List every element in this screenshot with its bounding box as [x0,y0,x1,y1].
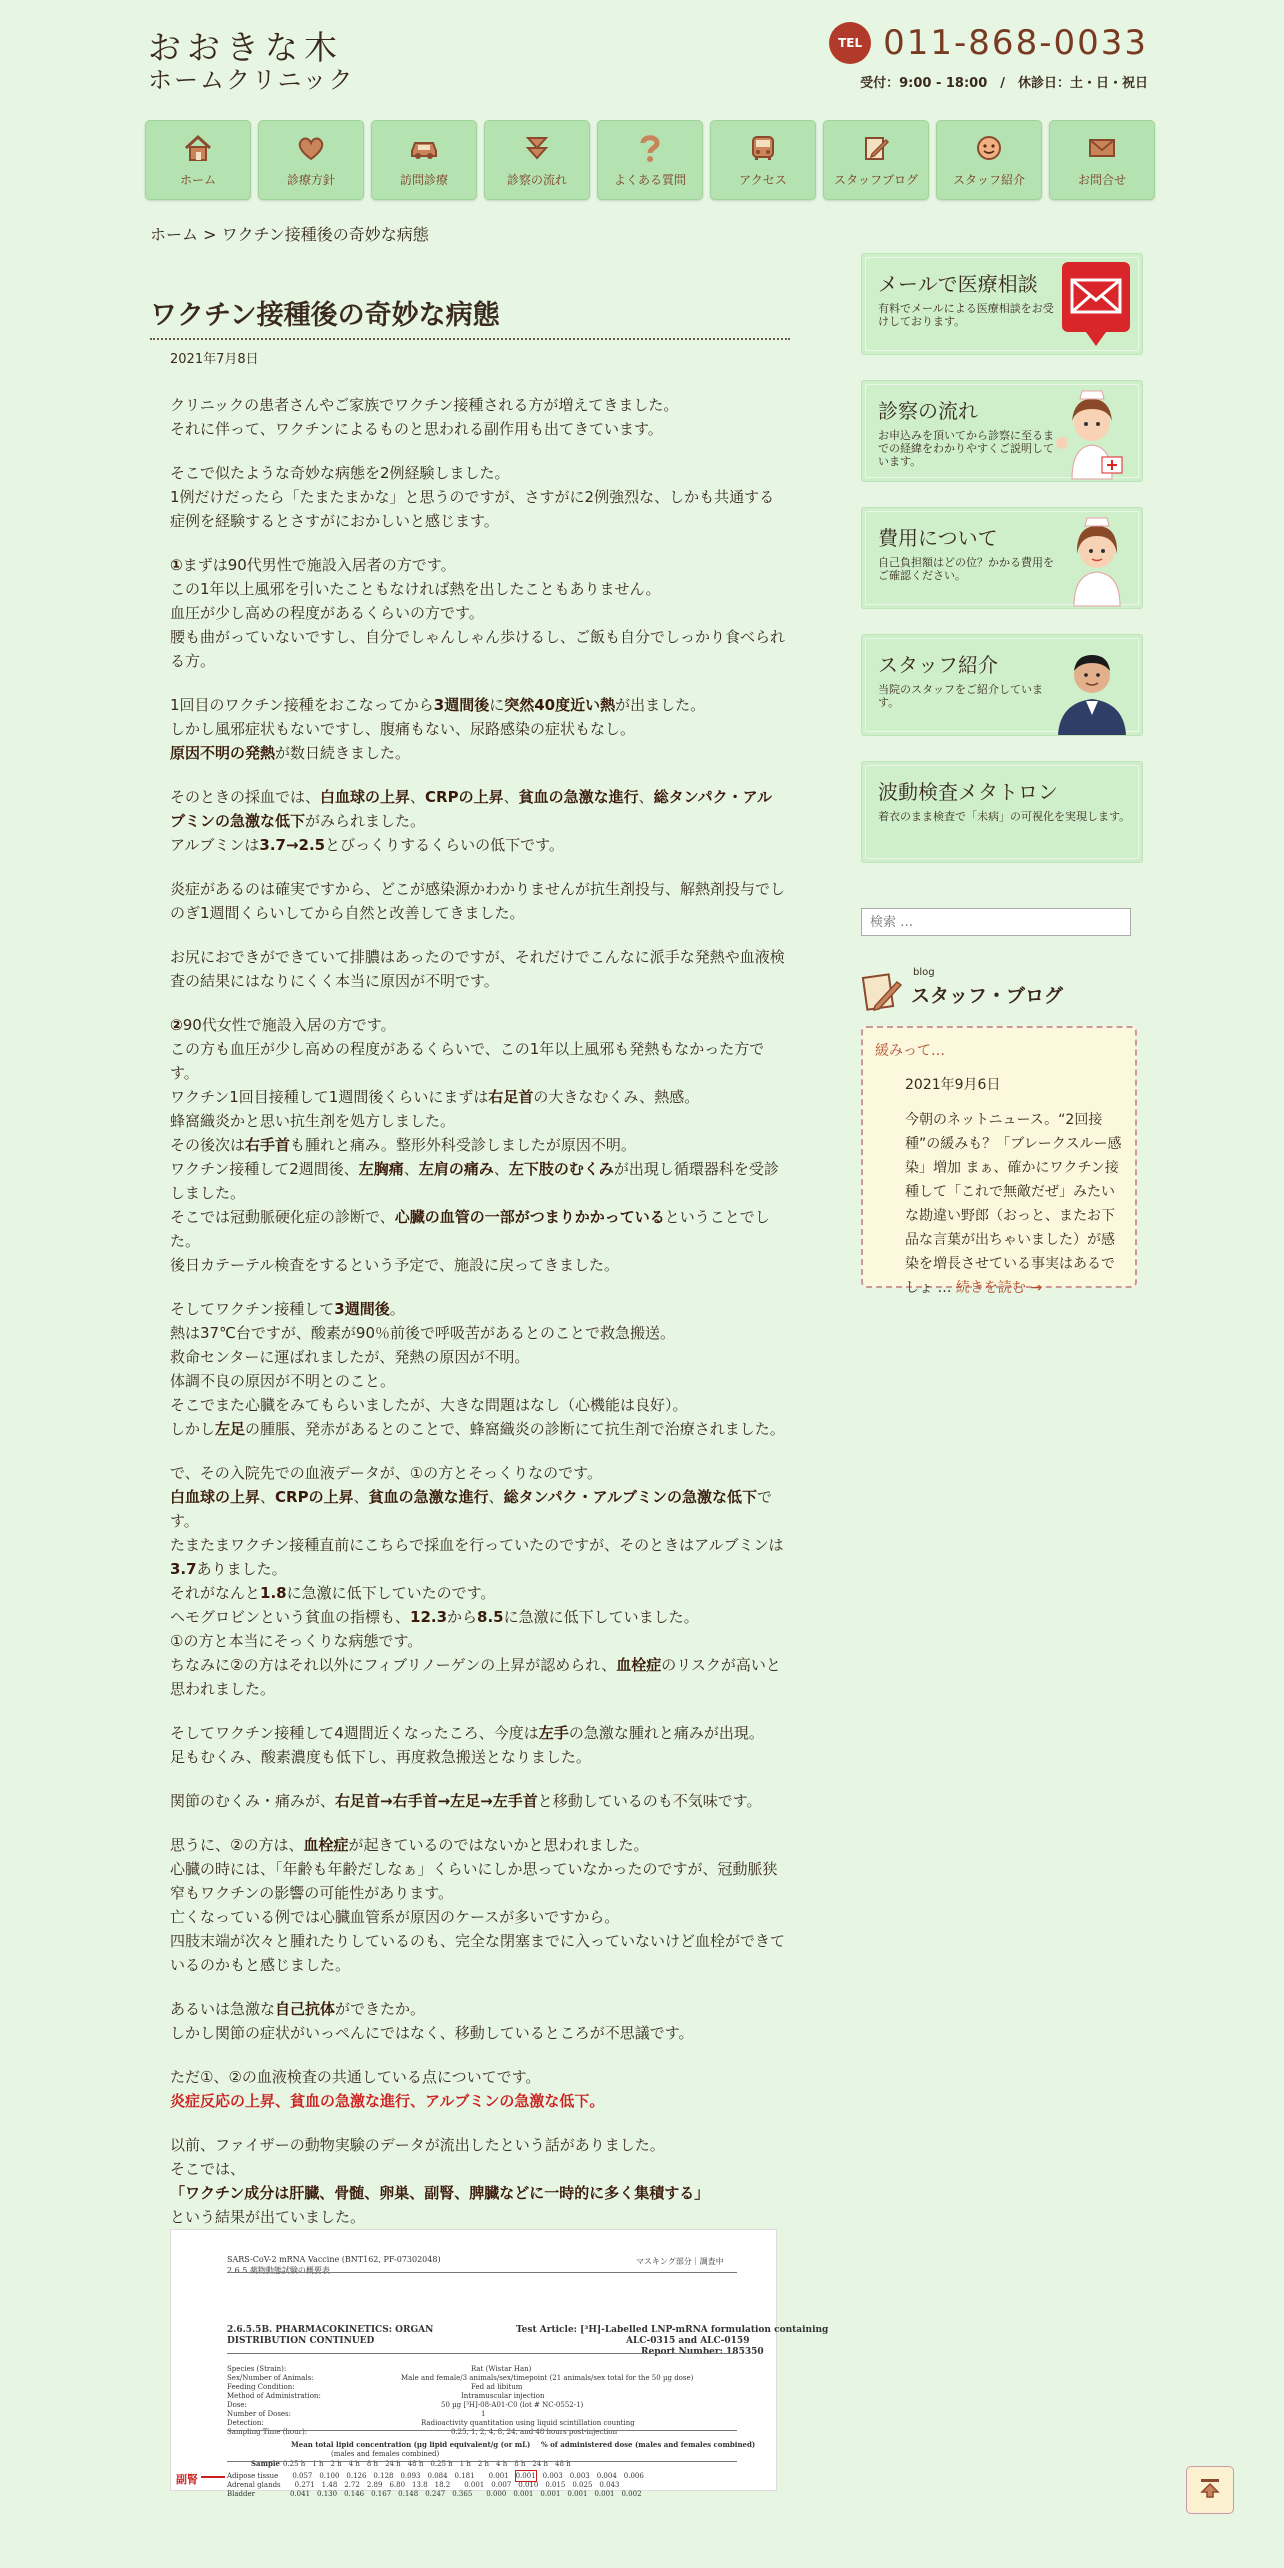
paragraph: で、その入院先での血液データが、①の方とそっくりなのです。 白血球の上昇、CRPの上昇、貧血の急激な進行、総タンパク・アルブミンの急激な低下です。 たまたまワクチン接種直前にこちらで採血を行っていたのですが、そのときはアルブミンは3.7ありました。 それがなんと1.8に急激に低下していたのです。 ヘモグロビンという貧血の指標も、12.3から8.5に急激に低下していました。 ①の方と本当にそっくりな病態です。 ちなみに②の方はそれ以外にフィブリノーゲンの上昇が認められ、血栓症のリスクが高いと思われました。 [170,1464,784,1698]
card-desc: 着衣のまま検査で「未病」の可視化を実現します。 [878,810,1131,823]
nav-label: アクセス [739,173,787,187]
mail-icon [1087,133,1117,163]
blog-notepad-icon [861,970,903,1018]
nav-label: よくある質問 [613,173,686,187]
paragraph: そのときの採血では、白血球の上昇、CRPの上昇、貧血の急激な進行、総タンパク・アルブミンの急激な低下がみられました。 アルブミンは3.7→2.5とびっくりするくらいの低下です。 [170,788,773,854]
nav-item-policy[interactable] [258,120,364,200]
tel-badge: TEL [829,22,871,64]
logo-line2: ホームクリニック [148,66,355,94]
breadcrumb[interactable]: ホーム > ワクチン接種後の奇妙な病態 [150,225,429,244]
tel-number[interactable]: 011-868-0033 [883,23,1148,63]
paragraph: そしてワクチン接種して3週間後。 熱は37℃台ですが、酸素が90％前後で呼吸苦があるとのことで救急搬送。 救命センターに運ばれましたが、発熱の原因が不明。 体調不良の原因が不明とのこと。 そこでまた心臓をみてもらいましたが、大きな問題はなし（心機能は良好）。 しかし左足の腫脹、発赤があるとのことで、蜂窩織炎の診断にて抗生剤で治療されました。 [170,1300,785,1438]
paragraph: そこで似たような奇妙な病態を2例経験しました。 1例だけだったら「たまたまかな」と思うのですが、さすがに2例強烈な、しかも共通する症例を経験するとさすがにおかしいと感じます。 [170,464,775,530]
main-nav [145,120,1162,200]
paragraph: 1回目のワクチン接種をおこなってから3週間後に突然40度近い熱が出ました。 しかし風邪症状もないですし、腹痛もない、尿路感染の症状もなし。 原因不明の発熱が数日続きました。 [170,696,706,762]
read-more-link[interactable]: 続きを読む → [955,1280,1043,1296]
sidebar [861,253,1143,1296]
logo-line1: おおきな木 [148,28,343,67]
nav-label: お問合せ [1077,173,1126,187]
blog-excerpt-text: 今朝のネットニュース。“2回接種”の緩みも？「ブレークスルー感染」増加 まぁ、確かにワクチン接種して「これで無敵だぜ」みたいな勘違い野郎（おっと、またお下品な言葉が出ちゃいました）が感染を増長させている事実はあるでしょ … [905,1112,1122,1296]
card-title: メールで医療相談 [878,272,1038,296]
nav-label: 診察の流れ [506,173,567,187]
article-title: ワクチン接種後の奇妙な病態 [150,298,790,340]
card-title: 診察の流れ [878,399,978,423]
paragraph: お尻におできができていて排膿はあったのですが、それだけでこんなに派手な発熱や血液検査の結果にはなりにくく本当に原因が不明です。 [170,948,785,990]
opening-hours: 受付：9:00 - 18:00 / 休診日：土・日・祝日 [860,76,1148,91]
blog-post-title[interactable]: 緩みって… [875,1043,945,1059]
pfizer-document-image: SARS-CoV-2 mRNA Vaccine (BNT162, PF-07302048) 2.6.5 薬物動態試験の概要表 マスキング部分｜調査中 2.6.5.5B. PHARMACOKINETICS: ORGAN DISTRIBUTION CONTINUED Test Article: [³H]-Labelled LNP-mRNA formulation containing ALC-0315 and ALC-0159 Report Number: 185350 Species (Strain): Rat (Wistar Han) Sex/Number of Animals: Male and female/3 animals/sex/timepoint (21 animals/sex total for the 50 µg dose) Feeding Condition: Fed ad libitum Method of Administration: Intramuscular injection Dose: 50 µg [³H]-08-A01-C0 (lot # NC-0552-1) Number of Doses: 1 Detection: Radioactivity quantitation using liquid scintillation counting Sampling Time (hour): 0.25, 1, 2, 4, 8, 24, and 48 hours post-injection Mean total lipid concentration (µg lipid equivalent/g (or mL) % of administered dose (males and females combined) (males and females combined) Sample 0.25 h 1 h 2 h 4 h 8 h 24 h 48 h 0.25 h 1 h 2 h 4 h 8 h 24 h 48 h Adipose tissue 0.057 0.100 0.126 0.128 0.093 0.084 0.181 0.001 0.001 0.003 0.003 0.004 0.006 Adrenal glands 0.271 1.48 2.72 2.89 6.80 13.8 18.2 0.001 0.007 0.010 0.015 0.025 0.043 Bladder 0.041 0.130 0.146 0.167 0.148 0.247 0.365 0.000 0.001 0.001 0.001 0.001 0.002 副腎 [170,2229,777,2491]
paragraph: 炎症があるのは確実ですから、どこが感染源かわかりませんが抗生剤投与、解熱剤投与でしのぎ1週間くらいしてから自然と改善してきました。 [170,880,786,922]
pen-icon [861,133,891,163]
nav-label: スタッフブログ [833,173,918,187]
sidebar-card-cost[interactable] [861,507,1143,609]
nav-item-home[interactable] [145,120,251,200]
paragraph: ただ①、②の血液検査の共通している点についてです。 炎症反応の上昇、貧血の急激な進行、アルブミンの急激な低下。 [170,2068,605,2110]
paragraph: ②90代女性で施設入居の方です。 この方も血圧が少し高めの程度があるくらいで、この1年以上風邪も発熱もなかった方です。 ワクチン1回目接種して1週間後くらいにまずは右足首の大きなむくみ、熱感。 蜂窩織炎かと思い抗生剤を処方しました。 その後次は右手首も腫れと痛み。整形外科受診しましたが原因不明。 ワクチン接種して2週間後、左胸痛、左肩の痛み、左下肢のむくみが出現し循環器科を受診しました。 そこでは冠動脈硬化症の診断で、心臓の血管の一部がつまりかかっているということでした。 後日カテーテル検査をするという予定で、施設に戻ってきました。 [170,1016,779,1274]
blog-post-date: 2021年9月6日 [905,1077,1001,1093]
paragraph: あるいは急激な自己抗体ができたか。 しかし関節の症状がいっぺんにではなく、移動しているところが不思議です。 [170,2000,694,2042]
blog-heading [861,966,1143,1018]
tel-block[interactable] [829,22,1148,64]
blog-title: スタッフ・ブログ [911,984,1064,1007]
nav-item-access[interactable] [710,120,816,200]
article-date: 2021年7月8日 [170,352,259,367]
site-logo[interactable] [148,30,355,94]
question-icon [635,133,665,163]
house-icon [183,133,213,163]
blog-small-label: blog [913,966,935,978]
nav-item-blog[interactable] [823,120,929,200]
paragraph: 以前、ファイザーの動物実験のデータが流出したという話がありました。 そこでは、 「ワクチン成分は肝臓、骨髄、卵巣、副腎、脾臓などに一時的に多く集積する」 という結果が出ていました。 [170,2136,710,2226]
paragraph: そしてワクチン接種して4週間近くなったころ、今度は左手の急激な腫れと痛みが出現。 足もむくみ、酸素濃度も低下し、再度救急搬送となりました。 [170,1724,764,1766]
paragraph: 関節のむくみ・痛みが、右足首→右手首→左足→左手首と移動しているのも不気味です。 [170,1792,762,1810]
nav-label: 訪問診療 [399,173,448,187]
paragraph: 思うに、②の方は、血栓症が起きているのではないかと思われました。 心臓の時には、「年齢も年齢だしなぁ」くらいにしか思っていなかったのですが、冠動脈狭窄もワクチンの影響の可能性があります。 亡くなっている例では心臓血管系が原因のケースが多いですから。 四肢末端が次々と腫れたりしているのも、完全な閉塞までに入っていないけど血栓ができているのかもと感じました。 [170,1836,786,1974]
car-icon [409,133,439,163]
nurse-illustration-icon [1062,514,1132,610]
article-body [170,393,829,2498]
nav-item-faq[interactable] [597,120,703,200]
sidebar-card-metatron[interactable] [861,761,1143,863]
card-title: 波動検査メタトロン [878,780,1058,804]
nav-label: ホーム [179,173,216,187]
sidebar-card-staff[interactable] [861,634,1143,736]
blog-excerpt [905,1108,1123,1300]
search-input[interactable] [861,908,1131,936]
card-title: スタッフ紹介 [878,653,998,677]
bus-icon [748,133,778,163]
card-desc: 当院のスタッフをご紹介しています。 [878,683,1043,709]
card-desc: お申込みを頂いてから診察に至るまでの経緯をわかりやすくご説明しています。 [878,429,1054,468]
nurse-illustration-icon [1052,387,1132,483]
face-icon [974,133,1004,163]
card-title: 費用について [878,526,998,550]
arrow-up-icon [1198,2476,1222,2504]
doctor-photo-icon [1052,641,1132,739]
blog-latest-post [861,1026,1137,1296]
nav-item-home-visit[interactable] [371,120,477,200]
nav-label: 診療方針 [286,173,335,187]
heart-icon [296,133,326,163]
nav-item-contact[interactable] [1049,120,1155,200]
sidebar-card-flow[interactable] [861,380,1143,482]
nav-item-flow[interactable] [484,120,590,200]
paragraph: ①まずは90代男性で施設入居者の方です。 この1年以上風邪を引いたこともなければ熱を出したこともありません。 血圧が少し高めの程度があるくらいの方です。 腰も曲がっていないですし、自分でしゃんしゃん歩けるし、ご飯も自分でしっかり食べられる方。 [170,556,786,670]
card-desc: 有料でメールによる医療相談をお受けしております。 [878,302,1054,328]
back-to-top-button[interactable] [1186,2466,1234,2514]
nav-label: スタッフ紹介 [952,173,1025,187]
arrow-down-icon [522,133,552,163]
card-desc: 自己負担額はどの位？かかる費用をご確認ください。 [878,556,1054,582]
envelope-icon [1060,260,1132,352]
paragraph: クリニックの患者さんやご家族でワクチン接種される方が増えてきました。 それに伴って、ワクチンによるものと思われる副作用も出てきています。 [170,396,679,438]
nav-item-staff[interactable] [936,120,1042,200]
sidebar-card-email-consult[interactable] [861,253,1143,355]
article [150,298,829,2498]
